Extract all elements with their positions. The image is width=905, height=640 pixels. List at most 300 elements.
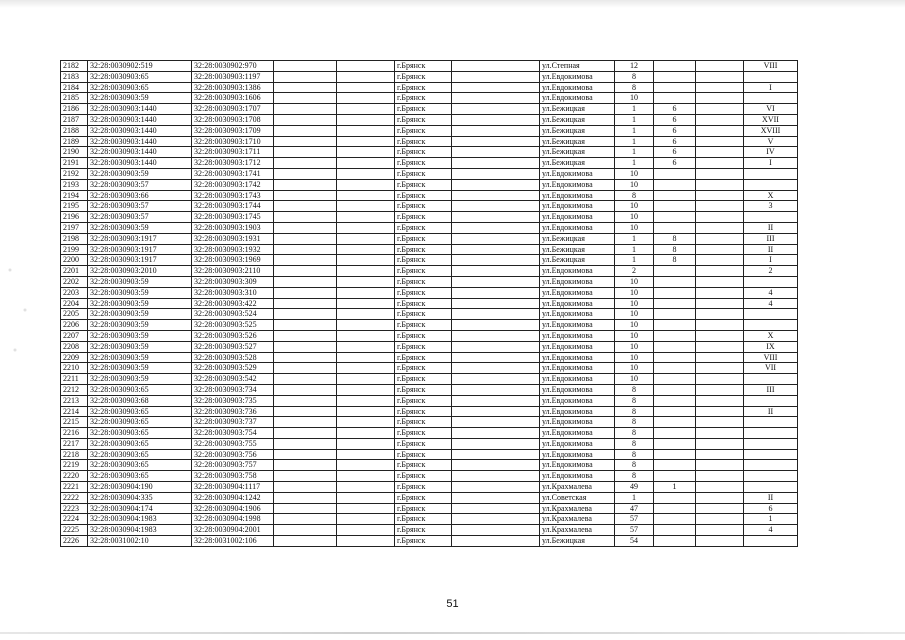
cell-city: г.Брянск	[395, 266, 452, 277]
cell-house-number: 47	[615, 503, 654, 514]
cell-building-number: 8	[654, 255, 696, 266]
cell-city: г.Брянск	[395, 384, 452, 395]
cell-blank-3	[452, 136, 540, 147]
cell-blank-4	[696, 363, 744, 374]
cell-building-number	[654, 460, 696, 471]
cell-street: ул.Бежицкая	[540, 147, 615, 158]
cell-apartment-number: 3	[744, 201, 798, 212]
table-row	[61, 309, 798, 320]
cell-blank-4	[696, 82, 744, 93]
cell-blank-3	[452, 61, 540, 72]
cell-row-number: 2209	[61, 352, 88, 363]
cell-building-number: 1	[654, 482, 696, 493]
cell-blank-1	[274, 471, 337, 482]
cell-blank-1	[274, 536, 337, 547]
cell-apartment-number	[744, 417, 798, 428]
cell-city: г.Брянск	[395, 320, 452, 331]
cell-blank-1	[274, 309, 337, 320]
cell-blank-4	[696, 114, 744, 125]
cell-blank-4	[696, 104, 744, 115]
cell-blank-1	[274, 147, 337, 158]
table-row	[61, 482, 798, 493]
cell-house-number: 10	[615, 276, 654, 287]
cell-parcel-cadastral-number: 32:28:0030903:57	[88, 201, 192, 212]
cell-row-number: 2218	[61, 449, 88, 460]
cell-parcel-cadastral-number: 32:28:0030903:57	[88, 212, 192, 223]
cell-city: г.Брянск	[395, 93, 452, 104]
cell-city: г.Брянск	[395, 417, 452, 428]
cell-object-cadastral-number: 32:28:0030903:1708	[192, 114, 274, 125]
cell-street: ул.Крахмалева	[540, 525, 615, 536]
cell-street: ул.Евдокимова	[540, 298, 615, 309]
cell-building-number: 6	[654, 125, 696, 136]
cell-apartment-number	[744, 212, 798, 223]
cell-apartment-number	[744, 536, 798, 547]
cell-house-number: 1	[615, 147, 654, 158]
cell-building-number	[654, 536, 696, 547]
cell-object-cadastral-number: 32:28:0030904:2001	[192, 525, 274, 536]
cell-house-number: 12	[615, 61, 654, 72]
registry-table	[60, 60, 798, 547]
cell-blank-4	[696, 492, 744, 503]
cell-street: ул.Евдокимова	[540, 179, 615, 190]
cell-blank-1	[274, 71, 337, 82]
cell-building-number	[654, 525, 696, 536]
cell-parcel-cadastral-number: 32:28:0030903:65	[88, 460, 192, 471]
cell-blank-3	[452, 330, 540, 341]
cell-blank-4	[696, 212, 744, 223]
cell-parcel-cadastral-number: 32:28:0030904:190	[88, 482, 192, 493]
cell-blank-2	[337, 158, 395, 169]
cell-blank-3	[452, 449, 540, 460]
cell-house-number: 10	[615, 179, 654, 190]
cell-city: г.Брянск	[395, 179, 452, 190]
cell-row-number: 2226	[61, 536, 88, 547]
cell-city: г.Брянск	[395, 309, 452, 320]
cell-row-number: 2216	[61, 428, 88, 439]
cell-apartment-number: 4	[744, 298, 798, 309]
cell-apartment-number: III	[744, 384, 798, 395]
cell-apartment-number: XVIII	[744, 125, 798, 136]
cell-row-number: 2182	[61, 61, 88, 72]
cell-blank-3	[452, 438, 540, 449]
cell-building-number: 8	[654, 244, 696, 255]
cell-blank-1	[274, 482, 337, 493]
cell-blank-4	[696, 320, 744, 331]
cell-apartment-number: I	[744, 158, 798, 169]
cell-building-number	[654, 71, 696, 82]
cell-blank-3	[452, 417, 540, 428]
cell-blank-4	[696, 266, 744, 277]
cell-house-number: 10	[615, 298, 654, 309]
cell-blank-1	[274, 449, 337, 460]
cell-building-number	[654, 298, 696, 309]
cell-object-cadastral-number: 32:28:0030904:1998	[192, 514, 274, 525]
cell-object-cadastral-number: 32:28:0030903:1709	[192, 125, 274, 136]
cell-row-number: 2208	[61, 341, 88, 352]
cell-row-number: 2195	[61, 201, 88, 212]
cell-apartment-number: 2	[744, 266, 798, 277]
cell-house-number: 57	[615, 514, 654, 525]
cell-parcel-cadastral-number: 32:28:0030903:65	[88, 471, 192, 482]
cell-blank-4	[696, 61, 744, 72]
cell-blank-2	[337, 503, 395, 514]
cell-blank-1	[274, 503, 337, 514]
cell-parcel-cadastral-number: 32:28:0030903:1917	[88, 255, 192, 266]
cell-street: ул.Евдокимова	[540, 330, 615, 341]
cell-street: ул.Крахмалева	[540, 503, 615, 514]
table-row	[61, 222, 798, 233]
cell-street: ул.Евдокимова	[540, 471, 615, 482]
cell-blank-3	[452, 212, 540, 223]
cell-street: ул.Бежицкая	[540, 158, 615, 169]
cell-building-number	[654, 428, 696, 439]
cell-parcel-cadastral-number: 32:28:0030903:65	[88, 449, 192, 460]
cell-city: г.Брянск	[395, 492, 452, 503]
cell-blank-2	[337, 233, 395, 244]
cell-house-number: 8	[615, 460, 654, 471]
cell-city: г.Брянск	[395, 363, 452, 374]
cell-apartment-number	[744, 320, 798, 331]
cell-blank-3	[452, 298, 540, 309]
cell-parcel-cadastral-number: 32:28:0030903:1440	[88, 104, 192, 115]
cell-blank-2	[337, 471, 395, 482]
cell-building-number	[654, 449, 696, 460]
cell-city: г.Брянск	[395, 244, 452, 255]
cell-apartment-number	[744, 460, 798, 471]
cell-blank-4	[696, 125, 744, 136]
cell-row-number: 2207	[61, 330, 88, 341]
cell-blank-2	[337, 363, 395, 374]
cell-blank-2	[337, 330, 395, 341]
cell-row-number: 2188	[61, 125, 88, 136]
cell-street: ул.Евдокимова	[540, 82, 615, 93]
cell-apartment-number	[744, 179, 798, 190]
cell-row-number: 2222	[61, 492, 88, 503]
cell-blank-3	[452, 492, 540, 503]
cell-city: г.Брянск	[395, 449, 452, 460]
cell-blank-4	[696, 233, 744, 244]
cell-city: г.Брянск	[395, 514, 452, 525]
scan-top-edge	[0, 0, 905, 8]
cell-blank-4	[696, 514, 744, 525]
cell-blank-4	[696, 536, 744, 547]
cell-city: г.Брянск	[395, 147, 452, 158]
cell-house-number: 1	[615, 158, 654, 169]
cell-blank-1	[274, 320, 337, 331]
cell-parcel-cadastral-number: 32:28:0030903:59	[88, 287, 192, 298]
cell-object-cadastral-number: 32:28:0030903:1745	[192, 212, 274, 223]
cell-parcel-cadastral-number: 32:28:0030903:1440	[88, 136, 192, 147]
cell-house-number: 10	[615, 352, 654, 363]
table-row	[61, 104, 798, 115]
cell-building-number	[654, 514, 696, 525]
cell-building-number	[654, 363, 696, 374]
cell-house-number: 8	[615, 406, 654, 417]
cell-object-cadastral-number: 32:28:0030903:309	[192, 276, 274, 287]
cell-blank-1	[274, 374, 337, 385]
cell-street: ул.Евдокимова	[540, 287, 615, 298]
cell-blank-1	[274, 330, 337, 341]
cell-blank-1	[274, 201, 337, 212]
cell-blank-4	[696, 449, 744, 460]
cell-street: ул.Советская	[540, 492, 615, 503]
scan-noise	[0, 250, 40, 390]
cell-object-cadastral-number: 32:28:0030903:528	[192, 352, 274, 363]
cell-blank-1	[274, 460, 337, 471]
cell-city: г.Брянск	[395, 222, 452, 233]
cell-parcel-cadastral-number: 32:28:0030903:65	[88, 428, 192, 439]
cell-street: ул.Крахмалева	[540, 482, 615, 493]
cell-blank-2	[337, 136, 395, 147]
cell-blank-3	[452, 309, 540, 320]
cell-house-number: 8	[615, 82, 654, 93]
cell-blank-3	[452, 276, 540, 287]
cell-building-number	[654, 201, 696, 212]
cell-apartment-number	[744, 449, 798, 460]
table-row	[61, 536, 798, 547]
table-row	[61, 266, 798, 277]
cell-blank-1	[274, 406, 337, 417]
cell-blank-3	[452, 395, 540, 406]
cell-blank-3	[452, 158, 540, 169]
table-row	[61, 449, 798, 460]
cell-blank-4	[696, 384, 744, 395]
table-row	[61, 417, 798, 428]
cell-object-cadastral-number: 32:28:0030903:525	[192, 320, 274, 331]
cell-building-number	[654, 276, 696, 287]
cell-city: г.Брянск	[395, 125, 452, 136]
registry-rows	[61, 61, 798, 547]
cell-apartment-number	[744, 428, 798, 439]
cell-blank-1	[274, 158, 337, 169]
cell-row-number: 2189	[61, 136, 88, 147]
cell-parcel-cadastral-number: 32:28:0030902:519	[88, 61, 192, 72]
cell-city: г.Брянск	[395, 71, 452, 82]
table-row	[61, 201, 798, 212]
cell-object-cadastral-number: 32:28:0031002:106	[192, 536, 274, 547]
cell-apartment-number: 1	[744, 514, 798, 525]
cell-building-number	[654, 266, 696, 277]
cell-blank-2	[337, 244, 395, 255]
cell-object-cadastral-number: 32:28:0030903:736	[192, 406, 274, 417]
cell-city: г.Брянск	[395, 406, 452, 417]
cell-house-number: 8	[615, 395, 654, 406]
cell-house-number: 1	[615, 233, 654, 244]
cell-blank-3	[452, 363, 540, 374]
cell-city: г.Брянск	[395, 61, 452, 72]
table-row	[61, 93, 798, 104]
cell-object-cadastral-number: 32:28:0030903:735	[192, 395, 274, 406]
cell-blank-2	[337, 190, 395, 201]
cell-row-number: 2200	[61, 255, 88, 266]
cell-blank-4	[696, 395, 744, 406]
cell-blank-2	[337, 514, 395, 525]
cell-parcel-cadastral-number: 32:28:0030904:1983	[88, 525, 192, 536]
cell-blank-3	[452, 514, 540, 525]
cell-street: ул.Бежицкая	[540, 255, 615, 266]
cell-street: ул.Евдокимова	[540, 363, 615, 374]
cell-house-number: 10	[615, 363, 654, 374]
cell-building-number: 8	[654, 233, 696, 244]
cell-street: ул.Евдокимова	[540, 71, 615, 82]
cell-row-number: 2205	[61, 309, 88, 320]
cell-row-number: 2183	[61, 71, 88, 82]
cell-blank-4	[696, 168, 744, 179]
registry-table-container	[60, 60, 798, 547]
cell-object-cadastral-number: 32:28:0030903:1744	[192, 201, 274, 212]
table-row	[61, 136, 798, 147]
cell-apartment-number	[744, 168, 798, 179]
cell-house-number: 54	[615, 536, 654, 547]
cell-street: ул.Евдокимова	[540, 320, 615, 331]
cell-row-number: 2225	[61, 525, 88, 536]
cell-blank-3	[452, 503, 540, 514]
cell-blank-4	[696, 93, 744, 104]
cell-parcel-cadastral-number: 32:28:0030903:68	[88, 395, 192, 406]
cell-object-cadastral-number: 32:28:0030903:529	[192, 363, 274, 374]
cell-parcel-cadastral-number: 32:28:0030903:59	[88, 168, 192, 179]
cell-city: г.Брянск	[395, 471, 452, 482]
cell-street: ул.Бежицкая	[540, 233, 615, 244]
cell-blank-3	[452, 536, 540, 547]
cell-parcel-cadastral-number: 32:28:0030903:2010	[88, 266, 192, 277]
cell-blank-4	[696, 406, 744, 417]
cell-object-cadastral-number: 32:28:0030903:542	[192, 374, 274, 385]
cell-blank-4	[696, 201, 744, 212]
cell-blank-3	[452, 525, 540, 536]
cell-row-number: 2202	[61, 276, 88, 287]
cell-parcel-cadastral-number: 32:28:0030903:65	[88, 384, 192, 395]
table-row	[61, 190, 798, 201]
cell-blank-3	[452, 255, 540, 266]
cell-building-number	[654, 417, 696, 428]
cell-blank-2	[337, 492, 395, 503]
cell-blank-3	[452, 352, 540, 363]
cell-blank-2	[337, 276, 395, 287]
cell-building-number: 6	[654, 158, 696, 169]
cell-house-number: 8	[615, 428, 654, 439]
cell-building-number	[654, 61, 696, 72]
table-row	[61, 276, 798, 287]
cell-row-number: 2219	[61, 460, 88, 471]
table-row	[61, 330, 798, 341]
cell-blank-1	[274, 384, 337, 395]
cell-row-number: 2220	[61, 471, 88, 482]
cell-blank-3	[452, 147, 540, 158]
cell-house-number: 49	[615, 482, 654, 493]
cell-row-number: 2221	[61, 482, 88, 493]
cell-parcel-cadastral-number: 32:28:0030903:65	[88, 406, 192, 417]
cell-apartment-number: V	[744, 136, 798, 147]
cell-building-number	[654, 374, 696, 385]
cell-street: ул.Евдокимова	[540, 266, 615, 277]
cell-apartment-number: III	[744, 233, 798, 244]
cell-blank-2	[337, 395, 395, 406]
cell-building-number	[654, 320, 696, 331]
cell-blank-1	[274, 222, 337, 233]
cell-object-cadastral-number: 32:28:0030903:754	[192, 428, 274, 439]
cell-blank-2	[337, 82, 395, 93]
cell-blank-1	[274, 233, 337, 244]
cell-blank-1	[274, 514, 337, 525]
cell-row-number: 2191	[61, 158, 88, 169]
cell-apartment-number: IX	[744, 341, 798, 352]
cell-blank-4	[696, 244, 744, 255]
cell-street: ул.Евдокимова	[540, 460, 615, 471]
cell-blank-4	[696, 179, 744, 190]
cell-blank-2	[337, 406, 395, 417]
cell-apartment-number: VII	[744, 363, 798, 374]
cell-apartment-number	[744, 395, 798, 406]
table-row	[61, 428, 798, 439]
cell-blank-2	[337, 147, 395, 158]
page-number: 51	[446, 598, 459, 610]
cell-blank-2	[337, 125, 395, 136]
cell-row-number: 2206	[61, 320, 88, 331]
cell-apartment-number: I	[744, 82, 798, 93]
cell-house-number: 1	[615, 136, 654, 147]
cell-blank-3	[452, 482, 540, 493]
cell-house-number: 8	[615, 471, 654, 482]
cell-street: ул.Евдокимова	[540, 449, 615, 460]
cell-street: ул.Евдокимова	[540, 384, 615, 395]
cell-row-number: 2197	[61, 222, 88, 233]
cell-blank-1	[274, 428, 337, 439]
cell-parcel-cadastral-number: 32:28:0030903:1917	[88, 244, 192, 255]
cell-street: ул.Евдокимова	[540, 212, 615, 223]
cell-city: г.Брянск	[395, 395, 452, 406]
cell-object-cadastral-number: 32:28:0030903:1386	[192, 82, 274, 93]
table-row	[61, 255, 798, 266]
cell-street: ул.Евдокимова	[540, 341, 615, 352]
cell-building-number	[654, 384, 696, 395]
cell-blank-1	[274, 244, 337, 255]
cell-apartment-number	[744, 471, 798, 482]
cell-object-cadastral-number: 32:28:0030904:1242	[192, 492, 274, 503]
cell-object-cadastral-number: 32:28:0030903:422	[192, 298, 274, 309]
cell-building-number	[654, 492, 696, 503]
cell-blank-2	[337, 71, 395, 82]
cell-street: ул.Евдокимова	[540, 168, 615, 179]
cell-parcel-cadastral-number: 32:28:0030903:65	[88, 417, 192, 428]
cell-house-number: 2	[615, 266, 654, 277]
table-row	[61, 460, 798, 471]
cell-blank-3	[452, 428, 540, 439]
cell-blank-3	[452, 460, 540, 471]
cell-blank-2	[337, 222, 395, 233]
cell-blank-2	[337, 428, 395, 439]
cell-blank-2	[337, 525, 395, 536]
cell-building-number: 6	[654, 114, 696, 125]
cell-building-number	[654, 190, 696, 201]
cell-city: г.Брянск	[395, 276, 452, 287]
cell-blank-4	[696, 255, 744, 266]
cell-row-number: 2187	[61, 114, 88, 125]
cell-blank-3	[452, 93, 540, 104]
cell-blank-1	[274, 363, 337, 374]
cell-blank-2	[337, 536, 395, 547]
cell-apartment-number: II	[744, 406, 798, 417]
cell-blank-4	[696, 158, 744, 169]
cell-parcel-cadastral-number: 32:28:0030903:65	[88, 82, 192, 93]
cell-apartment-number: VI	[744, 104, 798, 115]
cell-object-cadastral-number: 32:28:0030903:1903	[192, 222, 274, 233]
cell-row-number: 2213	[61, 395, 88, 406]
cell-parcel-cadastral-number: 32:28:0030903:59	[88, 363, 192, 374]
cell-apartment-number: IV	[744, 147, 798, 158]
cell-blank-3	[452, 266, 540, 277]
